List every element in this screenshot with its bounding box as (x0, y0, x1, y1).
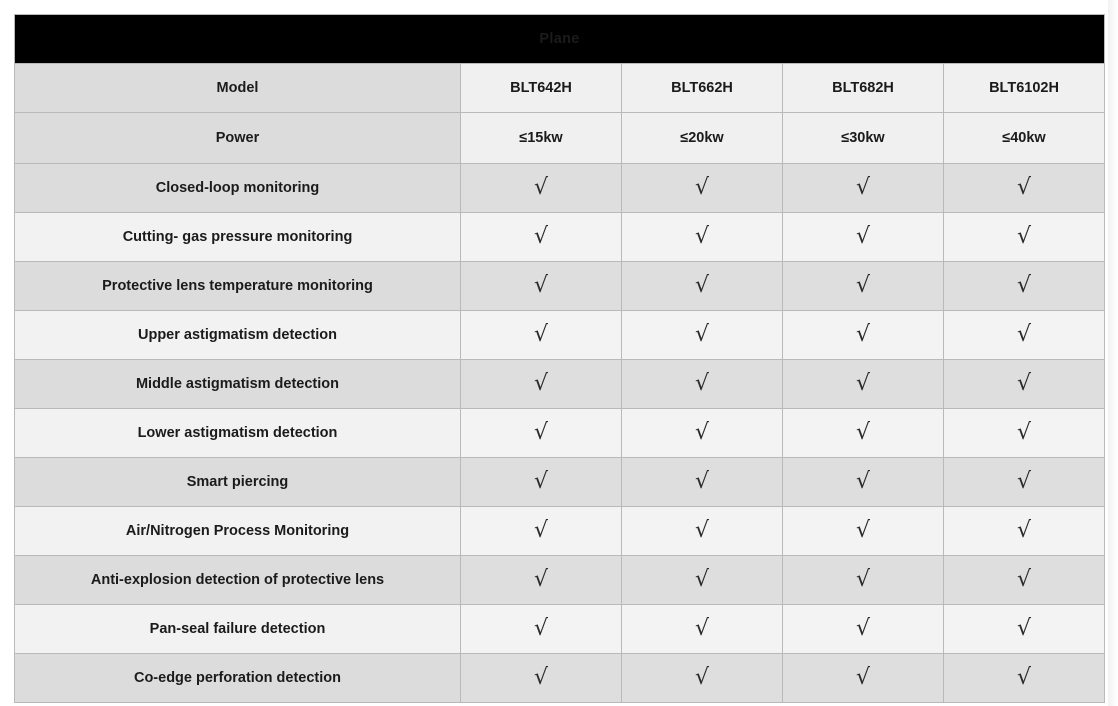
check-icon: √ (1016, 665, 1032, 690)
checkmark-cell (944, 458, 1105, 507)
checkmark-cell (622, 458, 783, 507)
check-icon: √ (855, 567, 871, 592)
checkmark-cell (783, 262, 944, 311)
checkmark-cell (622, 409, 783, 458)
feature-label: Co-edge perforation detection (15, 654, 461, 703)
check-icon: √ (855, 420, 871, 445)
check-icon: √ (855, 175, 871, 200)
check-icon: √ (1016, 616, 1032, 641)
checkmark-cell (783, 213, 944, 262)
check-icon: √ (694, 322, 710, 347)
check-icon: √ (694, 665, 710, 690)
checkmark-cell (783, 654, 944, 703)
table-header-row (15, 64, 1105, 113)
spec-table-wrapper (14, 14, 1104, 692)
header-cell: ≤40kw (944, 113, 1105, 164)
checkmark-cell (461, 360, 622, 409)
checkmark-cell (461, 556, 622, 605)
checkmark-cell (944, 311, 1105, 360)
checkmark-cell (944, 605, 1105, 654)
table-row (15, 360, 1105, 409)
check-icon: √ (694, 273, 710, 298)
check-icon: √ (855, 371, 871, 396)
header-cell: BLT6102H (944, 64, 1105, 113)
check-icon: √ (1016, 567, 1032, 592)
table-row (15, 164, 1105, 213)
table-row (15, 213, 1105, 262)
check-icon: √ (694, 616, 710, 641)
check-icon: √ (855, 469, 871, 494)
feature-label: Anti-explosion detection of protective lens (15, 556, 461, 605)
checkmark-cell (622, 556, 783, 605)
checkmark-cell (461, 654, 622, 703)
check-icon: √ (694, 175, 710, 200)
header-cell: ≤15kw (461, 113, 622, 164)
checkmark-cell (783, 507, 944, 556)
checkmark-cell (622, 213, 783, 262)
check-icon: √ (1016, 175, 1032, 200)
check-icon: √ (855, 665, 871, 690)
checkmark-cell (461, 213, 622, 262)
checkmark-cell (944, 654, 1105, 703)
table-row (15, 458, 1105, 507)
checkmark-cell (622, 262, 783, 311)
feature-label: Middle astigmatism detection (15, 360, 461, 409)
check-icon: √ (1016, 322, 1032, 347)
table-header-row (15, 113, 1105, 164)
table-row (15, 556, 1105, 605)
checkmark-cell (783, 556, 944, 605)
check-icon: √ (694, 224, 710, 249)
check-icon: √ (694, 371, 710, 396)
checkmark-cell (622, 164, 783, 213)
specification-table (14, 14, 1105, 703)
check-icon: √ (855, 616, 871, 641)
check-icon: √ (694, 518, 710, 543)
feature-label: Upper astigmatism detection (15, 311, 461, 360)
check-icon: √ (855, 224, 871, 249)
table-row (15, 605, 1105, 654)
checkmark-cell (461, 164, 622, 213)
header-row-label: Model (15, 64, 461, 113)
checkmark-cell (461, 507, 622, 556)
check-icon: √ (533, 518, 549, 543)
check-icon: √ (533, 371, 549, 396)
check-icon: √ (855, 273, 871, 298)
checkmark-cell (783, 164, 944, 213)
check-icon: √ (533, 665, 549, 690)
feature-label: Protective lens temperature monitoring (15, 262, 461, 311)
check-icon: √ (694, 420, 710, 445)
table-row (15, 507, 1105, 556)
check-icon: √ (533, 224, 549, 249)
checkmark-cell (622, 507, 783, 556)
checkmark-cell (944, 360, 1105, 409)
checkmark-cell (461, 458, 622, 507)
check-icon: √ (1016, 420, 1032, 445)
checkmark-cell (944, 164, 1105, 213)
table-row (15, 654, 1105, 703)
check-icon: √ (533, 616, 549, 641)
feature-label: Air/Nitrogen Process Monitoring (15, 507, 461, 556)
feature-label: Smart piercing (15, 458, 461, 507)
table-row (15, 311, 1105, 360)
check-icon: √ (533, 273, 549, 298)
checkmark-cell (622, 605, 783, 654)
header-cell: BLT642H (461, 64, 622, 113)
header-cell: ≤30kw (783, 113, 944, 164)
checkmark-cell (783, 458, 944, 507)
table-title-row (15, 15, 1105, 64)
checkmark-cell (622, 654, 783, 703)
check-icon: √ (694, 469, 710, 494)
header-row-label: Power (15, 113, 461, 164)
check-icon: √ (1016, 469, 1032, 494)
check-icon: √ (533, 469, 549, 494)
header-cell: ≤20kw (622, 113, 783, 164)
check-icon: √ (1016, 273, 1032, 298)
checkmark-cell (622, 360, 783, 409)
check-icon: √ (1016, 224, 1032, 249)
feature-label: Cutting- gas pressure monitoring (15, 213, 461, 262)
checkmark-cell (461, 262, 622, 311)
checkmark-cell (944, 556, 1105, 605)
check-icon: √ (1016, 518, 1032, 543)
check-icon: √ (533, 322, 549, 347)
checkmark-cell (461, 409, 622, 458)
checkmark-cell (944, 213, 1105, 262)
checkmark-cell (461, 311, 622, 360)
table-row (15, 409, 1105, 458)
check-icon: √ (855, 322, 871, 347)
check-icon: √ (1016, 371, 1032, 396)
check-icon: √ (533, 175, 549, 200)
check-icon: √ (533, 567, 549, 592)
header-cell: BLT662H (622, 64, 783, 113)
check-icon: √ (694, 567, 710, 592)
feature-label: Closed-loop monitoring (15, 164, 461, 213)
checkmark-cell (461, 605, 622, 654)
checkmark-cell (783, 409, 944, 458)
checkmark-cell (783, 311, 944, 360)
table-row (15, 262, 1105, 311)
checkmark-cell (944, 409, 1105, 458)
header-cell: BLT682H (783, 64, 944, 113)
checkmark-cell (944, 507, 1105, 556)
feature-label: Pan-seal failure detection (15, 605, 461, 654)
feature-label: Lower astigmatism detection (15, 409, 461, 458)
checkmark-cell (944, 262, 1105, 311)
check-icon: √ (855, 518, 871, 543)
checkmark-cell (622, 311, 783, 360)
page-title: Plane (15, 15, 1105, 64)
check-icon: √ (533, 420, 549, 445)
checkmark-cell (783, 605, 944, 654)
checkmark-cell (783, 360, 944, 409)
